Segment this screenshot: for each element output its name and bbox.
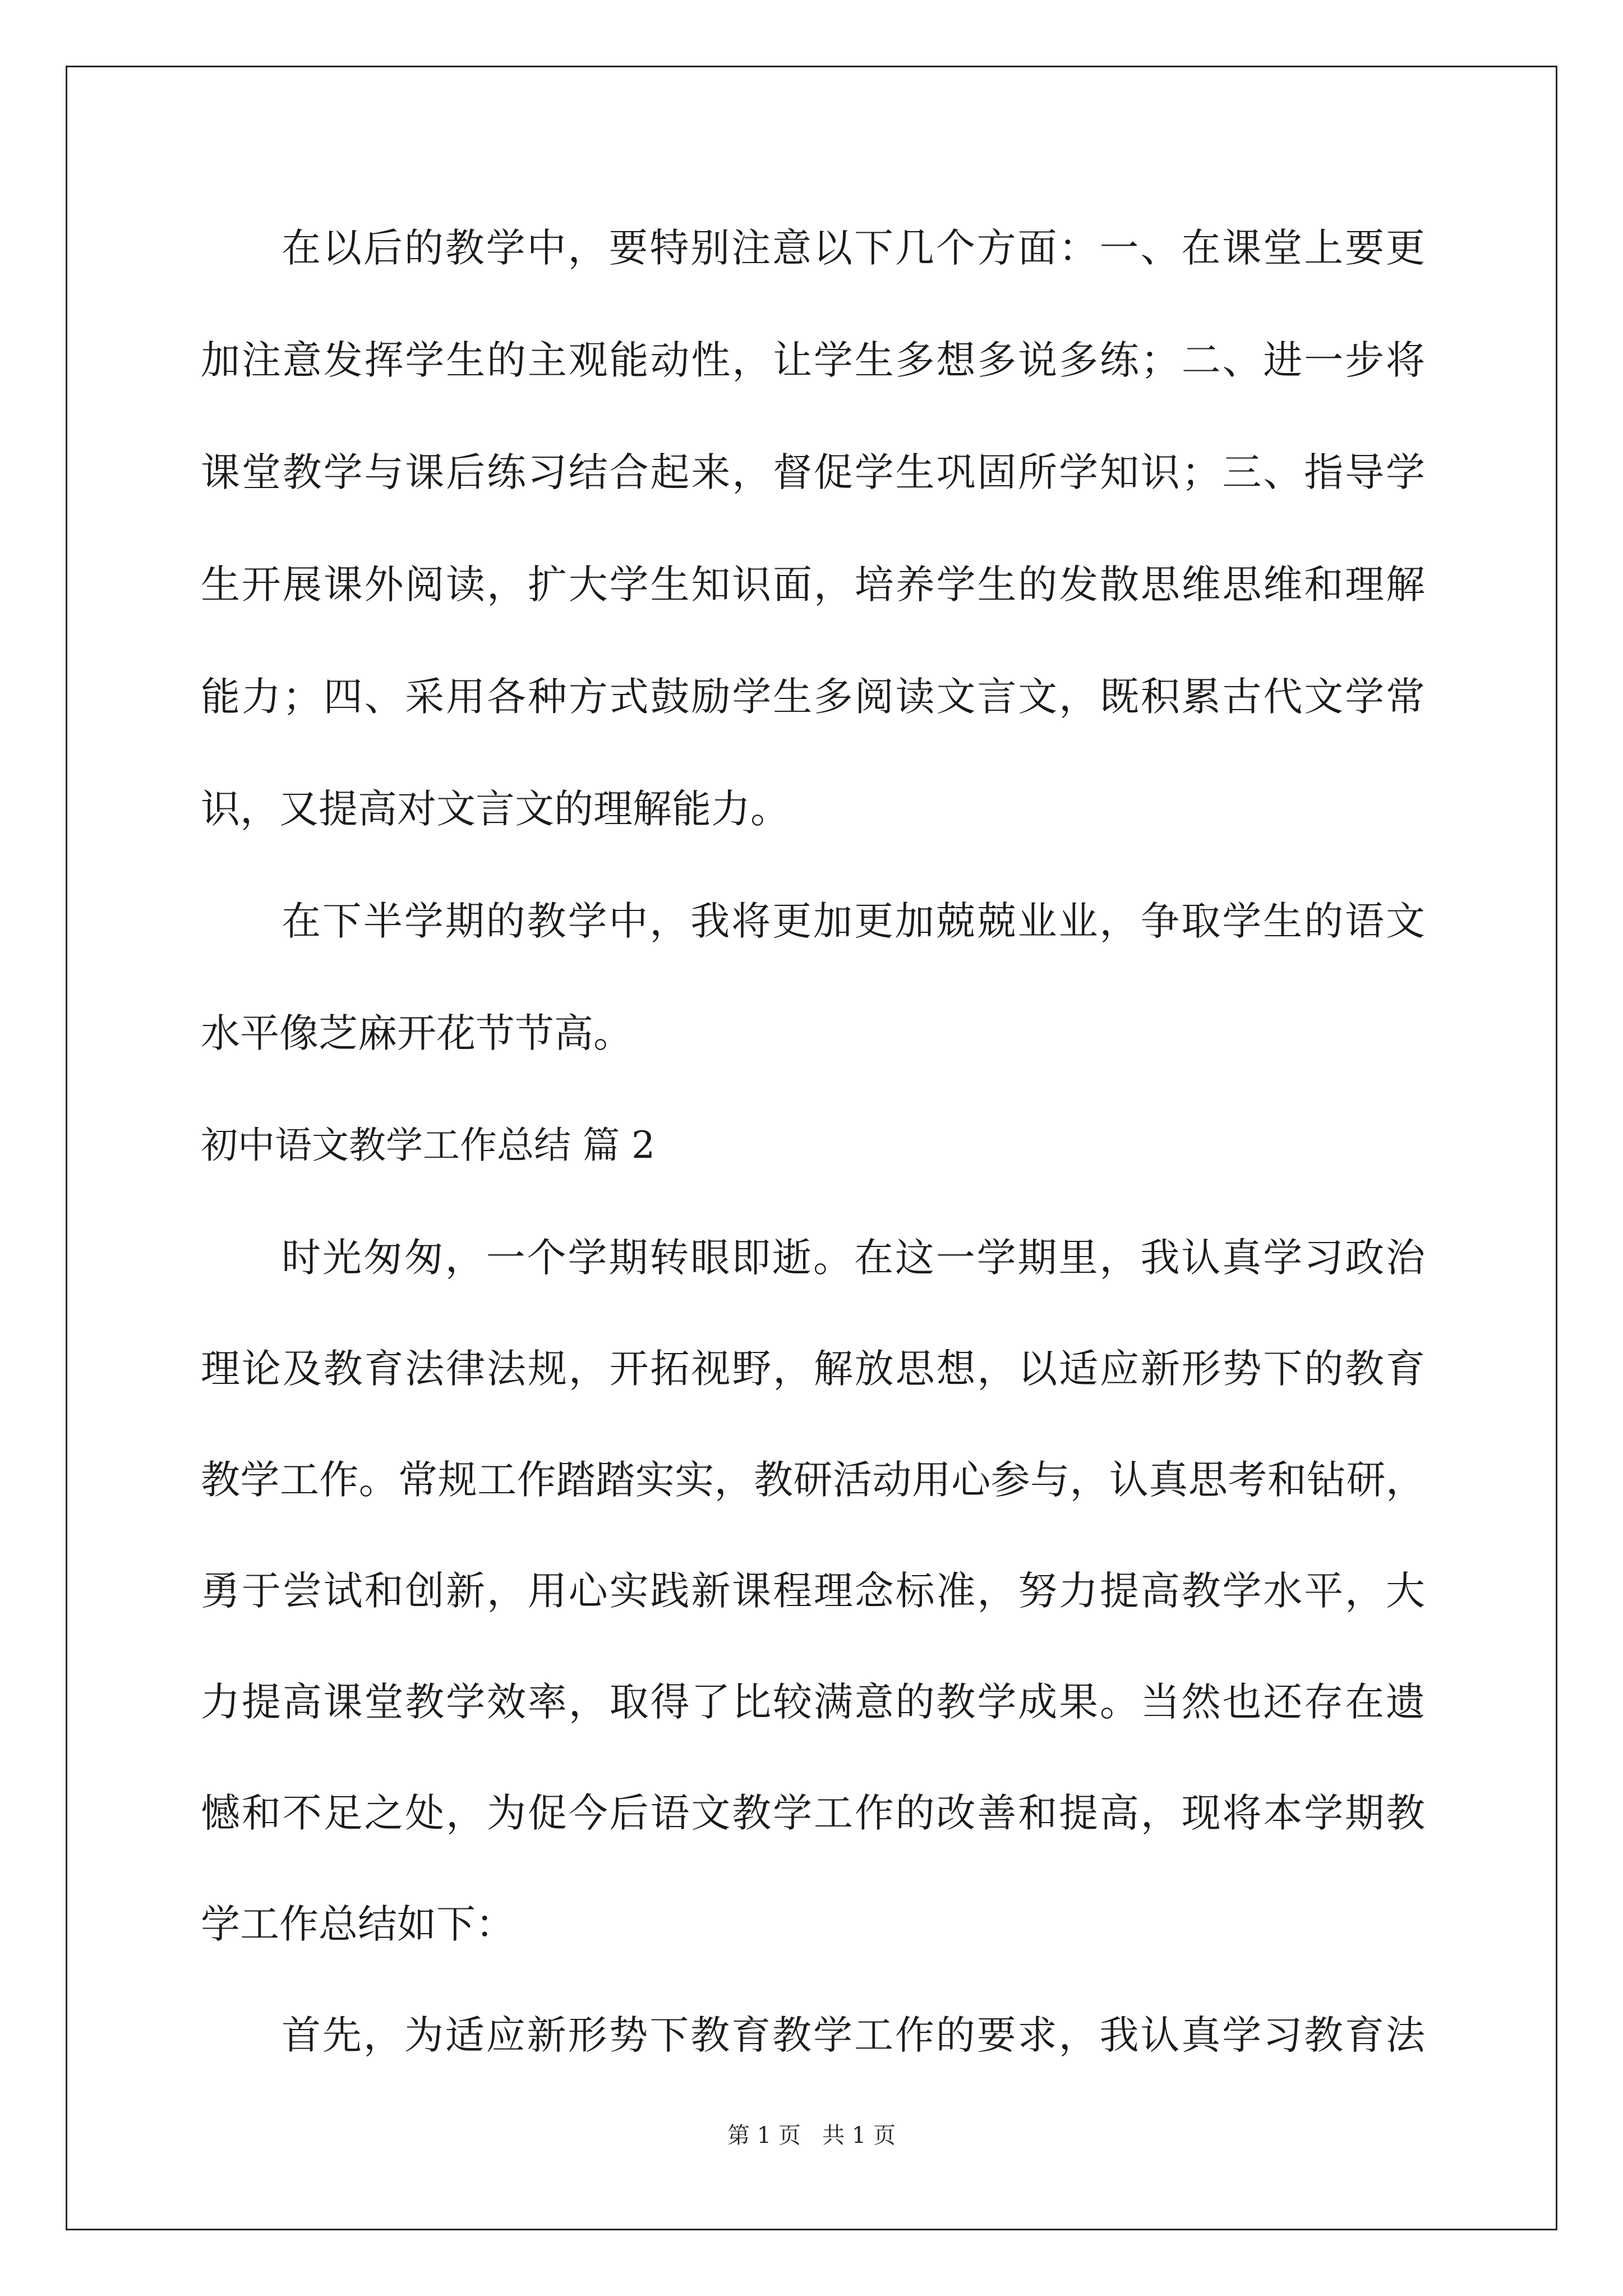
paragraph-1-line-6: 识，又提高对文言文的理解能力。 xyxy=(201,786,790,832)
page-footer: 第 1 页 共 1 页 xyxy=(727,2123,896,2148)
paragraph-3-line-3: 教学工作。常规工作踏踏实实，教研活动用心参与，认真思考和钻研， xyxy=(201,1457,1425,1503)
paragraph-1-line-1: 在以后的教学中，要特别注意以下几个方面：一、在课堂上要更 xyxy=(282,225,1425,271)
paragraph-1-line-5: 能力；四、采用各种方式鼓励学生多阅读文言文，既积累古代文学常 xyxy=(201,674,1425,720)
paragraph-3-line-1: 时光匆匆，一个学期转眼即逝。在这一学期里，我认真学习政治 xyxy=(282,1235,1425,1281)
paragraph-3-line-5: 力提高课堂教学效率，取得了比较满意的教学成果。当然也还存在遗 xyxy=(201,1679,1425,1725)
section-heading: 初中语文教学工作总结 篇 2 xyxy=(201,1124,655,1167)
paragraph-1-line-2: 加注意发挥学生的主观能动性，让学生多想多说多练；二、进一步将 xyxy=(201,337,1425,383)
paragraph-1-line-4: 生开展课外阅读，扩大学生知识面，培养学生的发散思维思维和理解 xyxy=(201,562,1425,608)
paragraph-2-line-1: 在下半学期的教学中，我将更加更加兢兢业业，争取学生的语文 xyxy=(282,898,1425,944)
paragraph-3-line-2: 理论及教育法律法规，开拓视野，解放思想，以适应新形势下的教育 xyxy=(201,1346,1425,1392)
paragraph-3-line-6: 憾和不足之处，为促今后语文教学工作的改善和提高，现将本学期教 xyxy=(201,1790,1425,1836)
paragraph-1-line-3: 课堂教学与课后练习结合起来，督促学生巩固所学知识；三、指导学 xyxy=(201,449,1425,495)
paragraph-4-line-1: 首先，为适应新形势下教育教学工作的要求，我认真学习教育法 xyxy=(282,2012,1425,2058)
paragraph-3-line-4: 勇于尝试和创新，用心实践新课程理念标准，努力提高教学水平，大 xyxy=(201,1568,1425,1614)
paragraph-2-line-2: 水平像芝麻开花节节高。 xyxy=(201,1010,633,1056)
paragraph-3-line-7: 学工作总结如下： xyxy=(201,1901,515,1947)
